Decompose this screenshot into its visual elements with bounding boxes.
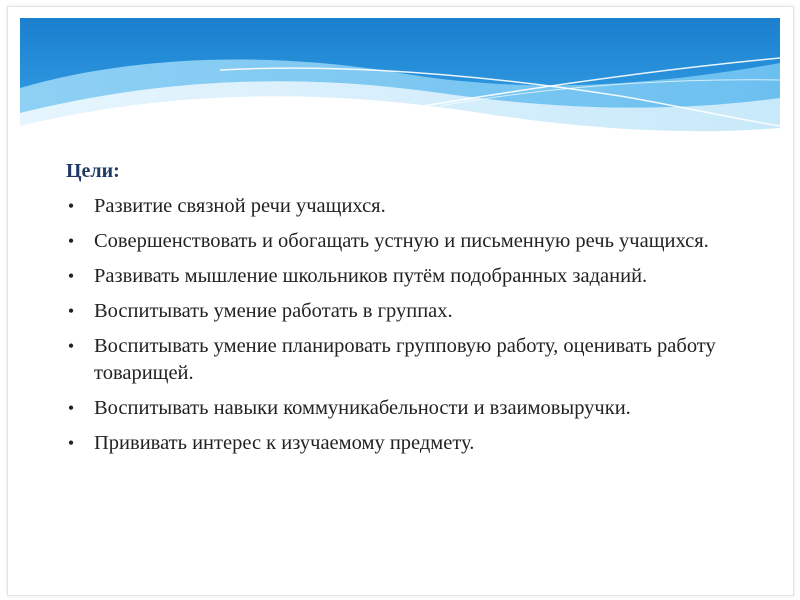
bullet-icon: • xyxy=(67,266,75,286)
goal-text: Развивать мышление школьников путём подобранных заданий. xyxy=(94,265,648,287)
bullet-icon: • xyxy=(67,301,75,321)
bullet-icon: • xyxy=(67,398,75,418)
goal-item xyxy=(64,395,724,422)
goal-text: Прививать интерес к изучаемому предмету. xyxy=(94,432,475,454)
goal-text: Воспитывать навыки коммуникабельности и взаимовыручки. xyxy=(94,397,631,419)
goal-text: Совершенствовать и обогащать устную и письменную речь учащихся. xyxy=(94,230,709,252)
goal-item xyxy=(64,193,724,220)
goal-item xyxy=(64,430,724,457)
goal-text: Развитие связной речи учащихся. xyxy=(94,195,386,217)
bullet-icon: • xyxy=(67,433,75,453)
bullet-icon: • xyxy=(67,336,75,356)
goal-item xyxy=(64,298,724,325)
goal-item xyxy=(64,333,724,387)
goals-list xyxy=(64,193,724,457)
bullet-icon: • xyxy=(67,196,75,216)
wave-header-decoration xyxy=(20,18,780,143)
goals-heading: Цели: xyxy=(66,160,120,182)
goal-item xyxy=(64,263,724,290)
bullet-icon: • xyxy=(67,231,75,251)
slide-content xyxy=(66,157,726,465)
goal-text: Воспитывать умение планировать групповую работу, оценивать работу товарищей. xyxy=(94,335,716,384)
goal-item xyxy=(64,228,724,255)
goal-text: Воспитывать умение работать в группах. xyxy=(94,300,453,322)
